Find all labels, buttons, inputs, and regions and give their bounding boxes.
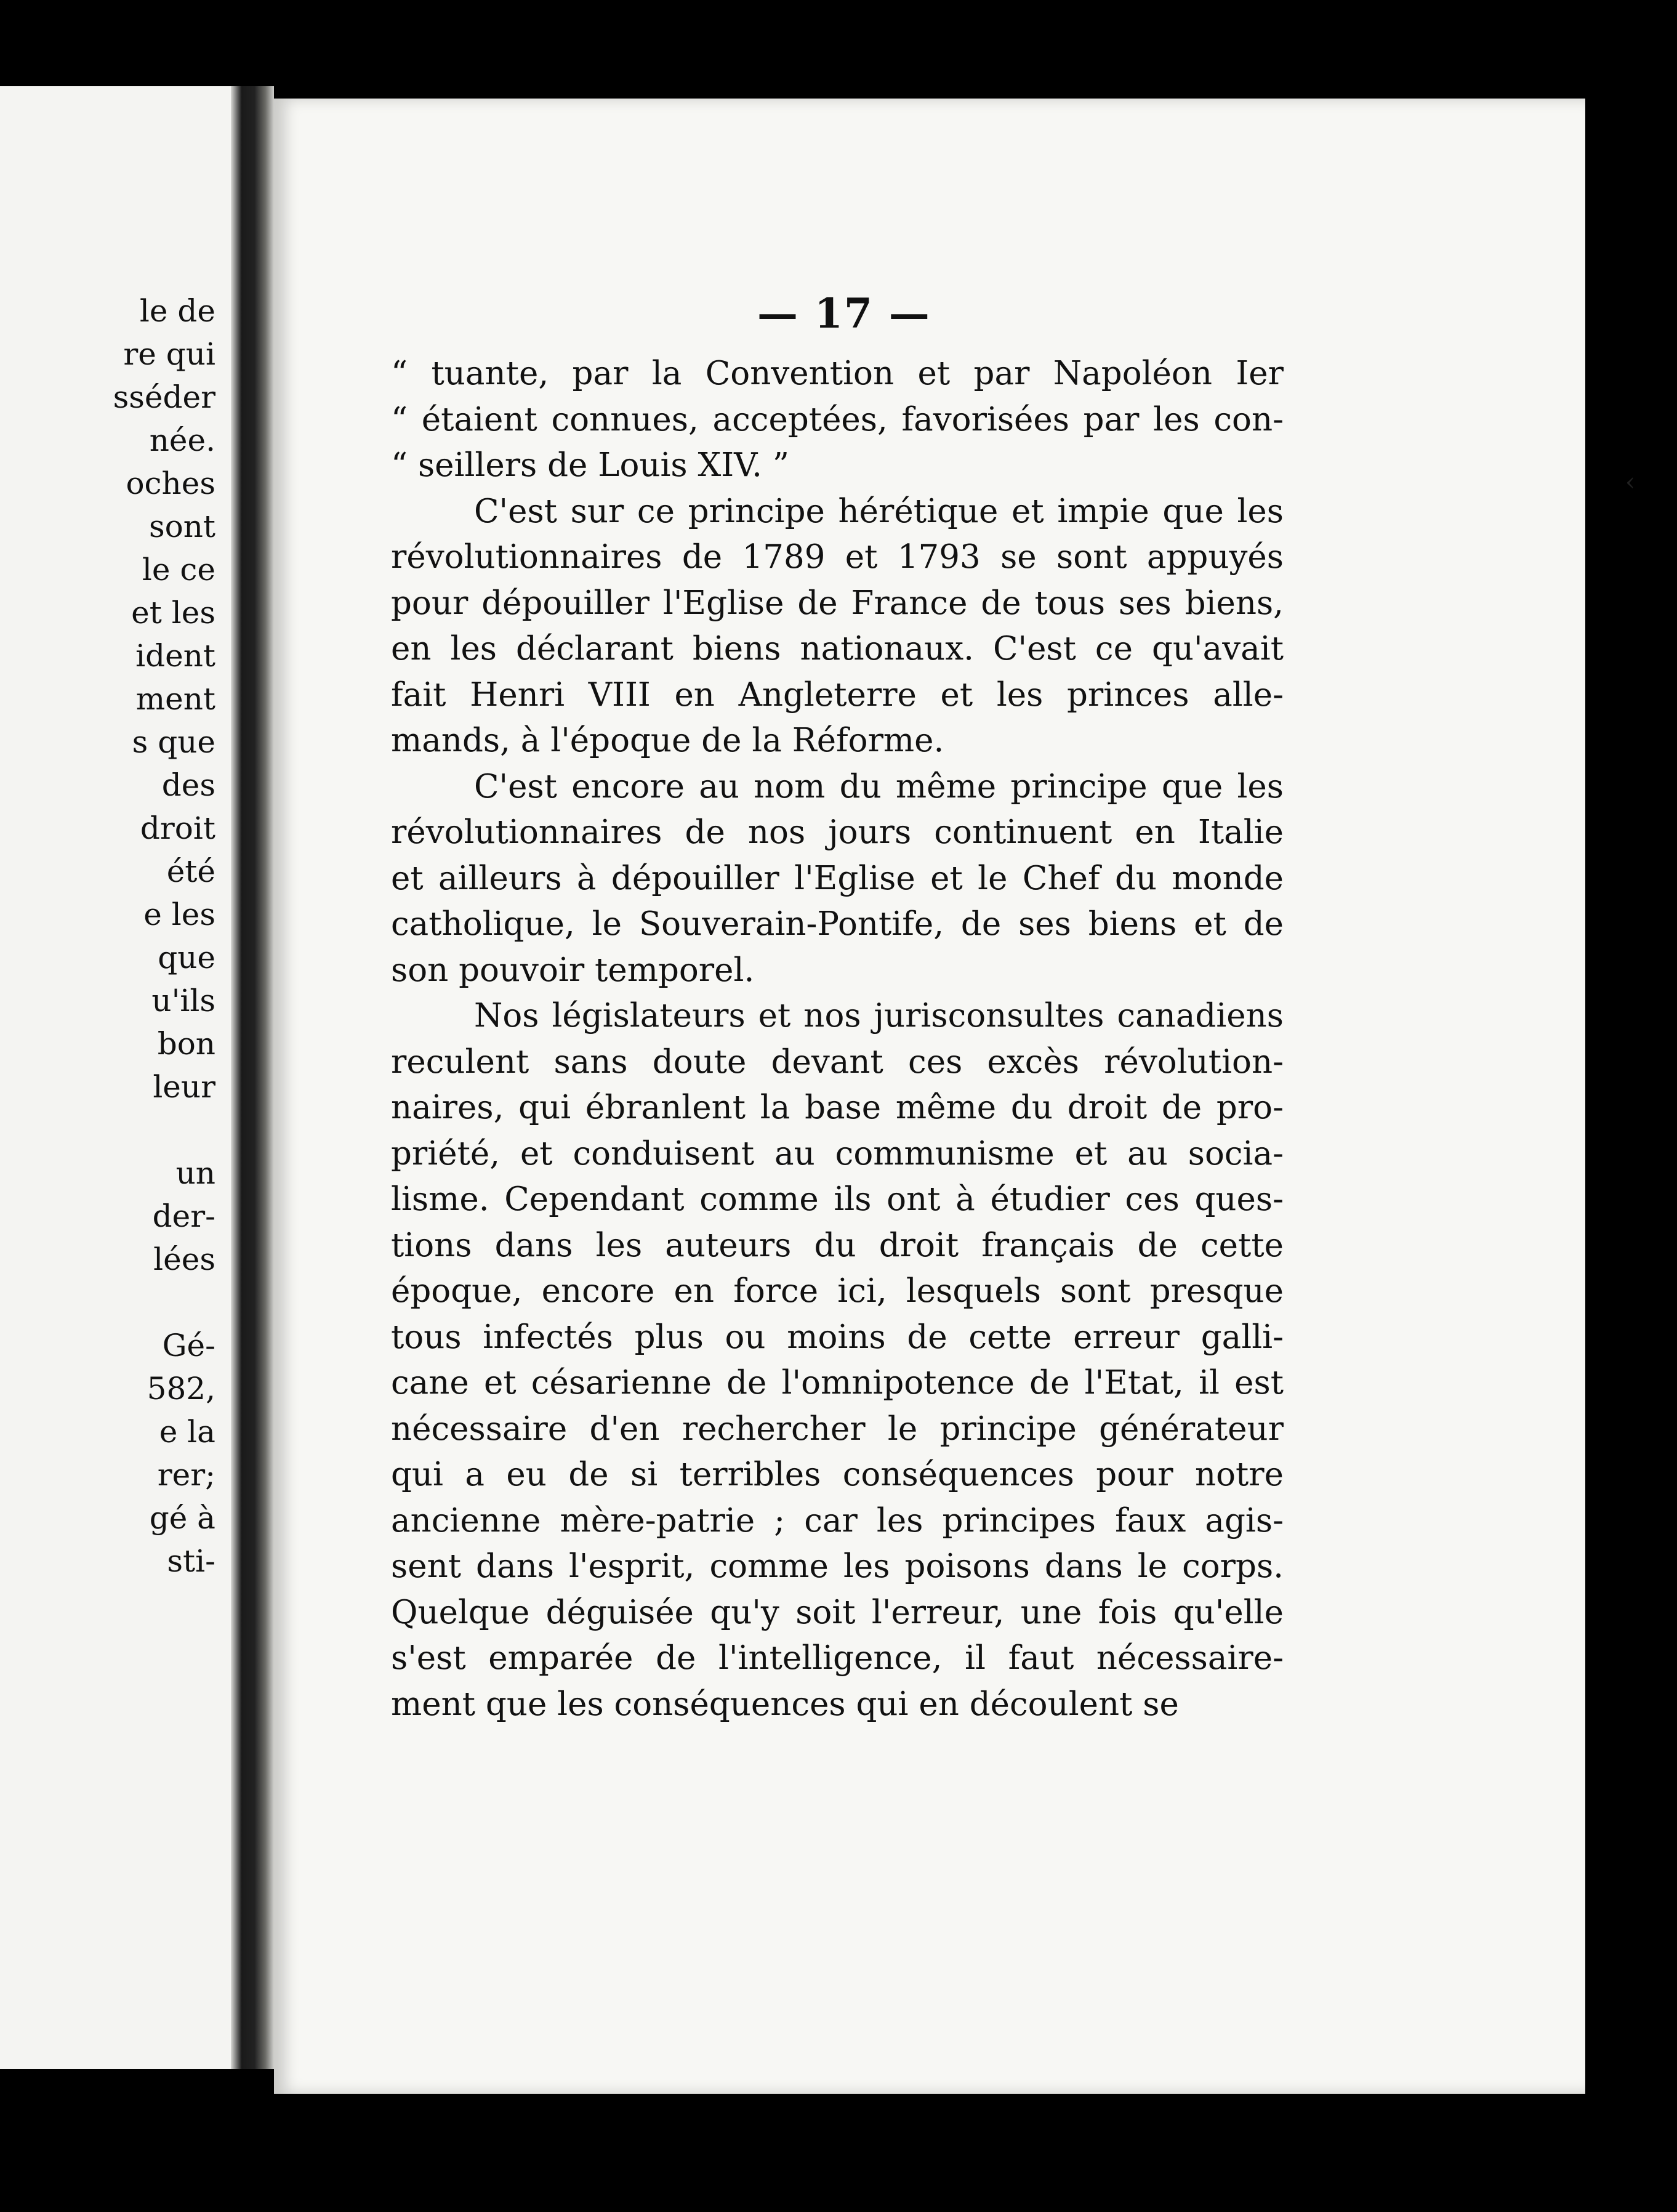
left-page-line: 582, — [147, 1371, 215, 1407]
text-line: catholique, le Souverain-Pontife, de ses biens et de — [391, 905, 1284, 943]
paragraph — [391, 764, 1284, 994]
text-line: s'est emparée de l'intelligence, il faut nécessaire- — [391, 1639, 1284, 1677]
paragraph — [391, 351, 1284, 489]
text-line: lisme. Cependant comme ils ont à étudier ces ques- — [391, 1181, 1284, 1218]
left-page-line: le ce — [142, 552, 215, 587]
left-page-line: rer; — [157, 1457, 215, 1493]
text-line: “ étaient connues, acceptées, favorisées par les con- — [391, 400, 1284, 438]
left-page-line: sti- — [167, 1543, 215, 1579]
left-page — [0, 86, 231, 2069]
text-line: “ tuante, par la Convention et par Napoléon Ier — [391, 355, 1284, 392]
text-line: ment que les conséquences qui en découlent se — [391, 1685, 1179, 1723]
margin-mark: ‹ — [1625, 468, 1635, 496]
left-page-line: ment — [135, 681, 215, 717]
text-line: naires, qui ébranlent la base même du droit de pro- — [391, 1089, 1284, 1126]
left-page-line: re qui — [123, 336, 215, 372]
text-line: cane et césarienne de l'omnipotence de l'Etat, il est — [391, 1364, 1284, 1402]
left-page-line: der- — [152, 1198, 215, 1234]
left-page-line: été — [166, 854, 215, 889]
left-page-line: un — [175, 1155, 215, 1191]
paragraph — [391, 489, 1284, 764]
text-line: ancienne mère-patrie ; car les principes faux agis- — [391, 1501, 1284, 1540]
left-page-line: Gé- — [162, 1328, 215, 1363]
left-page-line: des — [161, 767, 215, 803]
text-line: C'est encore au nom du même principe que les — [474, 767, 1284, 805]
text-line: mands, à l'époque de la Réforme. — [391, 722, 944, 759]
text-line: sent dans l'esprit, comme les poisons dans le corps. — [391, 1548, 1284, 1585]
left-page-line: e la — [159, 1414, 215, 1450]
left-page-line: sséder — [113, 379, 215, 415]
text-line: pour dépouiller l'Eglise de France de tous ses biens, — [391, 584, 1284, 622]
left-page-line: u'ils — [151, 983, 215, 1019]
text-line: tous infectés plus ou moins de cette erreur galli- — [391, 1318, 1284, 1356]
text-line: en les déclarant biens nationaux. C'est ce qu'avait — [391, 630, 1284, 668]
book-gutter — [231, 86, 274, 2069]
text-line: nécessaire d'en rechercher le principe générateur — [391, 1410, 1284, 1448]
body-text — [391, 351, 1284, 1727]
text-line: fait Henri VIII en Angleterre et les princes alle- — [391, 676, 1284, 714]
left-page-line: droit — [140, 810, 215, 846]
text-line: époque, encore en force ici, lesquels sont presque — [391, 1272, 1284, 1310]
text-line: priété, et conduisent au communisme et au socia- — [391, 1134, 1284, 1173]
text-line: “ seillers de Louis XIV. ” — [391, 446, 789, 484]
left-page-line: lées — [153, 1241, 215, 1277]
left-page-line: et les — [131, 595, 215, 631]
text-line: Nos législateurs et nos jurisconsultes canadiens — [474, 997, 1284, 1035]
left-page-line: sont — [148, 509, 215, 544]
left-page-line: leur — [153, 1069, 215, 1105]
text-line: révolutionnaires de 1789 et 1793 se sont appuyés — [391, 538, 1284, 576]
paragraph — [391, 993, 1284, 1727]
left-page-line: que — [158, 940, 215, 975]
text-line: révolutionnaires de nos jours continuent en Italie — [391, 813, 1284, 851]
text-line: son pouvoir temporel. — [391, 951, 755, 989]
text-line: C'est sur ce principe hérétique et impie que les — [474, 492, 1284, 530]
text-line: Quelque déguisée qu'y soit l'erreur, une fois qu'elle — [391, 1593, 1284, 1631]
left-page-line: e les — [143, 897, 215, 932]
left-page-line: née. — [149, 422, 215, 458]
left-page-line: gé à — [149, 1500, 215, 1536]
text-line: reculent sans doute devant ces excès révolution- — [391, 1043, 1284, 1081]
left-page-line: s que — [132, 724, 215, 760]
left-page-line: bon — [157, 1026, 215, 1062]
text-line: et ailleurs à dépouiller l'Eglise et le Chef du monde — [391, 859, 1284, 897]
left-page-line: le de — [139, 293, 215, 329]
text-line: qui a eu de si terribles conséquences pour notre — [391, 1456, 1284, 1493]
left-page-line: ident — [135, 638, 215, 674]
page-number: — 17 — — [757, 289, 931, 337]
text-line: tions dans les auteurs du droit français de cette — [391, 1226, 1284, 1264]
left-page-line: oches — [126, 466, 215, 501]
